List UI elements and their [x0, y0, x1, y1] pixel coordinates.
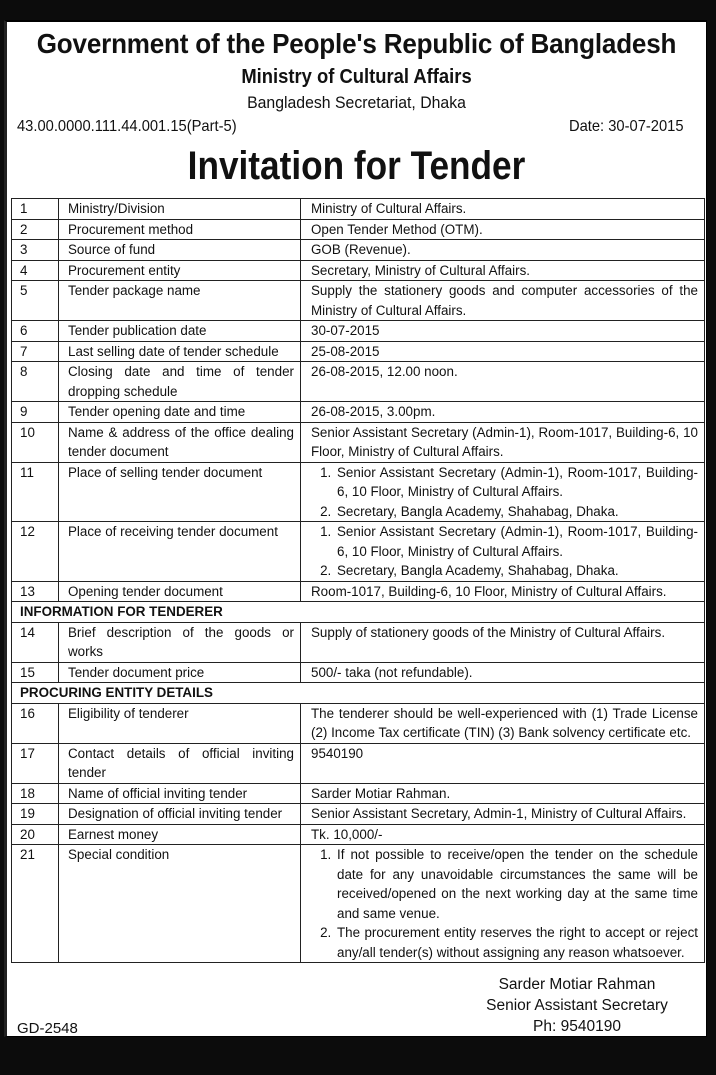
notice-date: Date: 30-07-2015 [569, 118, 684, 135]
table-row [12, 824, 705, 845]
row-label: Name of official inviting tender [59, 783, 301, 804]
section-row [12, 602, 705, 623]
row-value [301, 845, 705, 963]
section-row [12, 683, 705, 704]
table-row [12, 622, 705, 662]
table-row [12, 662, 705, 683]
table-row [12, 581, 705, 602]
row-number: 10 [12, 422, 59, 462]
row-label: Earnest money [59, 824, 301, 845]
government-heading: Government of the People's Republic of Bangladesh [36, 28, 677, 59]
row-value: Sarder Motiar Rahman. [301, 783, 705, 804]
table-row [12, 845, 705, 963]
row-number: 8 [12, 362, 59, 402]
table-row [12, 522, 705, 582]
row-label: Ministry/Division [59, 199, 301, 220]
list-item: 1. Senior Assistant Secretary (Admin-1), Room-1017, Building-6, 10 Floor, Ministry of Cultural Affairs. [335, 522, 698, 561]
tender-notice [4, 20, 707, 1037]
row-label: Tender document price [59, 662, 301, 683]
row-number: 19 [12, 804, 59, 825]
memo-number: 43.00.0000.111.44.001.15(Part-5) [17, 118, 237, 135]
numbered-list [305, 522, 698, 581]
row-value: Tk. 10,000/- [301, 824, 705, 845]
row-number: 3 [12, 240, 59, 261]
row-value: 25-08-2015 [301, 341, 705, 362]
row-value: 26-08-2015, 12.00 noon. [301, 362, 705, 402]
row-label: Tender opening date and time [59, 402, 301, 423]
row-label: Eligibility of tenderer [59, 703, 301, 743]
row-number: 7 [12, 341, 59, 362]
table-row [12, 362, 705, 402]
list-item: 2. Secretary, Bangla Academy, Shahabag, Dhaka. [335, 502, 698, 522]
row-label: Procurement entity [59, 260, 301, 281]
row-value: Supply of stationery goods of the Ministry of Cultural Affairs. [301, 622, 705, 662]
row-number: 5 [12, 281, 59, 321]
numbered-list [305, 463, 698, 522]
list-item: 2. Secretary, Bangla Academy, Shahabag, Dhaka. [335, 561, 698, 581]
row-value [301, 522, 705, 582]
section-heading-tenderer: INFORMATION FOR TENDERER [12, 602, 705, 623]
row-number: 20 [12, 824, 59, 845]
row-label: Designation of official inviting tender [59, 804, 301, 825]
row-number: 12 [12, 522, 59, 582]
tender-table [11, 198, 705, 963]
numbered-list [305, 845, 698, 962]
row-number: 17 [12, 743, 59, 783]
section-heading-entity: PROCURING ENTITY DETAILS [12, 683, 705, 704]
row-number: 2 [12, 219, 59, 240]
row-label: Brief description of the goods or works [59, 622, 301, 662]
row-value: Senior Assistant Secretary (Admin-1), Room-1017, Building-6, 10 Floor, Ministry of Cultural Affairs. [301, 422, 705, 462]
row-number: 6 [12, 321, 59, 342]
list-item: 1. Senior Assistant Secretary (Admin-1), Room-1017, Building-6, 10 Floor, Ministry of Cultural Affairs. [335, 463, 698, 502]
row-number: 4 [12, 260, 59, 281]
row-value: The tenderer should be well-experienced with (1) Trade License (2) Income Tax certificate (TIN) (3) Bank solvency certificate etc. [301, 703, 705, 743]
row-label: Place of selling tender document [59, 462, 301, 522]
row-number: 1 [12, 199, 59, 220]
table-row [12, 341, 705, 362]
row-value: Senior Assistant Secretary, Admin-1, Ministry of Cultural Affairs. [301, 804, 705, 825]
row-value [301, 462, 705, 522]
row-label: Tender publication date [59, 321, 301, 342]
row-label: Name & address of the office dealing tender document [59, 422, 301, 462]
row-number: 21 [12, 845, 59, 963]
row-label: Place of receiving tender document [59, 522, 301, 582]
row-label: Opening tender document [59, 581, 301, 602]
signatory-name: Sarder Motiar Rahman [498, 976, 656, 993]
signatory-phone: Ph: 9540190 [533, 1018, 621, 1035]
table-row [12, 703, 705, 743]
table-row [12, 783, 705, 804]
row-label: Tender package name [59, 281, 301, 321]
row-label: Contact details of official inviting tender [59, 743, 301, 783]
row-value: GOB (Revenue). [301, 240, 705, 261]
table-row [12, 260, 705, 281]
row-number: 18 [12, 783, 59, 804]
row-value: Room-1017, Building-6, 10 Floor, Ministry of Cultural Affairs. [301, 581, 705, 602]
row-number: 9 [12, 402, 59, 423]
ministry-heading: Ministry of Cultural Affairs [241, 66, 472, 88]
list-item: 2. The procurement entity reserves the right to accept or reject any/all tender(s) without assigning any reason whatsoever. [335, 923, 698, 962]
row-label: Closing date and time of tender dropping schedule [59, 362, 301, 402]
row-value: Secretary, Ministry of Cultural Affairs. [301, 260, 705, 281]
row-label: Special condition [59, 845, 301, 963]
address-line: Bangladesh Secretariat, Dhaka [247, 93, 466, 112]
row-value: Ministry of Cultural Affairs. [301, 199, 705, 220]
table-row [12, 422, 705, 462]
row-number: 13 [12, 581, 59, 602]
row-label: Last selling date of tender schedule [59, 341, 301, 362]
table-row [12, 240, 705, 261]
table-row [12, 199, 705, 220]
row-value: Open Tender Method (OTM). [301, 219, 705, 240]
signatory-designation: Senior Assistant Secretary [486, 997, 668, 1014]
table-row [12, 281, 705, 321]
table-row [12, 402, 705, 423]
table-row [12, 219, 705, 240]
row-value: 500/- taka (not refundable). [301, 662, 705, 683]
list-item: 1. If not possible to receive/open the tender on the schedule date for any unavoidable circumstances the same will be received/opened on the next working day at the same time and same venue. [335, 845, 698, 923]
row-value: 30-07-2015 [301, 321, 705, 342]
table-row [12, 321, 705, 342]
row-label: Procurement method [59, 219, 301, 240]
row-number: 11 [12, 462, 59, 522]
page-title: Invitation for Tender [187, 144, 526, 188]
table-row [12, 743, 705, 783]
table-row [12, 462, 705, 522]
row-label: Source of fund [59, 240, 301, 261]
publication-code: GD-2548 [17, 1020, 78, 1037]
row-value: 9540190 [301, 743, 705, 783]
row-value: Supply the stationery goods and computer accessories of the Ministry of Cultural Affairs. [301, 281, 705, 321]
row-number: 16 [12, 703, 59, 743]
table-row [12, 804, 705, 825]
row-number: 15 [12, 662, 59, 683]
row-number: 14 [12, 622, 59, 662]
row-value: 26-08-2015, 3.00pm. [301, 402, 705, 423]
